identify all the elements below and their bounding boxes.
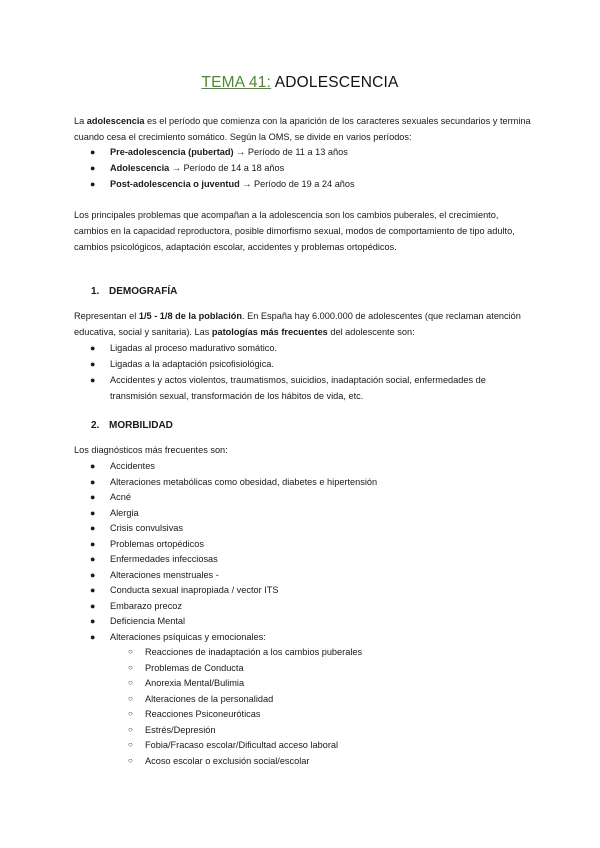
- bullet-icon: ●: [90, 359, 96, 369]
- list-item-text: Problemas ortopédicos: [110, 538, 204, 549]
- list-item-text: Accidentes y actos violentos, traumatismos, suicidios, inadaptación social, enfermedades de transmisión sexual, transformación de los hábitos de vida, etc.: [110, 375, 486, 401]
- demo-text-c: . En España hay 6.000.000 de adolescentes (que reclaman atención educativa, social y sanitaria). Las: [74, 311, 521, 337]
- period-range: → Período de 19 a 24 años: [239, 179, 355, 189]
- bullet-icon: ●: [90, 179, 96, 189]
- sub-list-item: [128, 644, 525, 660]
- list-item-text: Conducta sexual inapropiada / vector ITS: [110, 585, 279, 595]
- sub-list-item: [128, 691, 525, 707]
- list-item-text: Crisis convulsivas: [110, 523, 184, 533]
- circle-bullet-icon: ○: [128, 755, 133, 765]
- circle-bullet-icon: ○: [128, 724, 133, 734]
- period-range: → Período de 11 a 13 años: [233, 147, 348, 157]
- section-title: MORBILIDAD: [109, 420, 173, 431]
- sub-list-item-text: Anorexia Mental/Bulimia: [145, 678, 245, 688]
- period-label: Adolescencia: [110, 163, 170, 173]
- sub-list-item-text: Reacciones de inadaptación a los cambios puberales: [145, 647, 363, 657]
- title-name: ADOLESCENCIA: [274, 74, 399, 91]
- bullet-icon: ●: [90, 343, 96, 353]
- demo-text-a: Representan el: [74, 311, 139, 321]
- problems-paragraph: Los principales problemas que acompañan a la adolescencia son los cambios puberales, el crecimiento, cambios en la capacidad reproductora, posible dimorfismo sexual, modos de comportamiento de tipo adulto, cambios psicológicos, adaptación escolar, accidentes y problemas ortopédicos.: [74, 210, 515, 252]
- circle-bullet-icon: ○: [128, 662, 133, 672]
- bullet-icon: ●: [90, 538, 96, 549]
- bullet-icon: ●: [90, 492, 96, 502]
- list-item: [90, 613, 530, 629]
- list-item: [90, 536, 530, 552]
- list-item: [90, 551, 530, 567]
- sub-list-item-text: Problemas de Conducta: [145, 662, 244, 673]
- bullet-icon: ●: [90, 616, 96, 626]
- bullet-icon: ●: [90, 163, 96, 173]
- period-range: → Período de 14 a 18 años: [169, 163, 285, 173]
- sub-list-item: [128, 737, 525, 753]
- circle-bullet-icon: ○: [128, 647, 133, 656]
- sub-list-item: [128, 706, 525, 722]
- demo-text-e: del adolescente son:: [327, 327, 415, 337]
- list-item: [90, 372, 530, 404]
- list-item-text: Ligadas a la adaptación psicofisiológica.: [110, 359, 274, 369]
- title-number: TEMA 41:: [201, 74, 272, 91]
- bullet-icon: ●: [90, 375, 96, 385]
- list-item-text: Alteraciones psíquicas y emocionales:: [110, 631, 266, 642]
- bullet-icon: ●: [90, 507, 96, 518]
- list-item: [90, 474, 530, 490]
- list-item: [90, 582, 530, 598]
- period-label: Post-adolescencia o juventud: [110, 179, 240, 189]
- list-item-text: Accidentes: [110, 461, 155, 471]
- sub-list-item: [128, 753, 525, 769]
- period-label: Pre-adolescencia (pubertad): [110, 147, 234, 157]
- list-item: [90, 356, 530, 372]
- intro-text-c: es el período que comienza con la aparición de los caracteres sexuales secundarios y termina cuando cesa el crecimiento somático. Según la OMS, se divide en varios períodos:: [74, 116, 531, 142]
- intro-term: adolescencia: [86, 116, 145, 126]
- intro-text-a: La: [74, 116, 87, 126]
- bullet-icon: ●: [90, 461, 96, 471]
- list-item-text: Alteraciones menstruales -: [110, 569, 219, 580]
- demografia-paragraph: [74, 308, 534, 340]
- section-title: DEMOGRAFÍA: [109, 286, 178, 297]
- list-item-text: Alergia: [110, 507, 139, 518]
- list-item: [90, 458, 530, 474]
- period-item: [90, 176, 530, 192]
- bullet-icon: ●: [90, 600, 96, 611]
- circle-bullet-icon: ○: [128, 709, 133, 718]
- section-number: 2.: [91, 420, 100, 431]
- sub-list-item: [128, 675, 525, 691]
- list-item: [90, 340, 530, 356]
- sub-list-item-text: Fobia/Fracaso escolar/Dificultad acceso laboral: [145, 740, 339, 750]
- list-item: [90, 505, 530, 521]
- period-item: [90, 160, 530, 176]
- list-item: [90, 489, 530, 505]
- list-item-text: Deficiencia Mental: [110, 616, 186, 626]
- bullet-icon: ●: [90, 147, 96, 157]
- section-number: 1.: [91, 286, 100, 297]
- bullet-icon: ●: [90, 554, 96, 564]
- bullet-icon: ●: [90, 585, 96, 595]
- page-title: [0, 74, 600, 92]
- bullet-icon: ●: [90, 476, 96, 487]
- bullet-icon: ●: [90, 631, 96, 642]
- list-item-text: Ligadas al proceso madurativo somático.: [110, 343, 277, 353]
- bullet-icon: ●: [90, 569, 96, 580]
- list-item: [90, 567, 530, 583]
- list-item-text: Enfermedades infecciosas: [110, 554, 218, 564]
- demo-text-b: 1/5 - 1/8 de la población: [138, 311, 243, 321]
- sub-list-item-text: Alteraciones de la personalidad: [145, 693, 274, 704]
- sub-list-item: [128, 660, 525, 676]
- sub-list-item-text: Estrés/Depresión: [145, 724, 216, 735]
- list-item: [90, 598, 530, 614]
- period-item: [90, 144, 530, 160]
- bullet-icon: ●: [90, 523, 96, 533]
- sub-list-item-text: Acoso escolar o exclusión social/escolar: [145, 755, 310, 766]
- list-item-text: Embarazo precoz: [110, 600, 183, 611]
- list-item-text: Acné: [110, 492, 131, 502]
- circle-bullet-icon: ○: [128, 740, 133, 749]
- sub-list-item-text: Reacciones Psiconeuróticas: [145, 709, 261, 719]
- sub-list-item: [128, 722, 525, 738]
- intro-paragraph: [74, 113, 534, 145]
- list-item-text: Alteraciones metabólicas como obesidad, diabetes e hipertensión: [110, 476, 378, 487]
- circle-bullet-icon: ○: [128, 678, 133, 687]
- demo-text-d: patologías más frecuentes: [211, 327, 328, 337]
- list-item: [90, 520, 530, 536]
- morbilidad-intro: Los diagnósticos más frecuentes son:: [74, 445, 228, 455]
- circle-bullet-icon: ○: [128, 693, 133, 703]
- list-item: [90, 629, 530, 645]
